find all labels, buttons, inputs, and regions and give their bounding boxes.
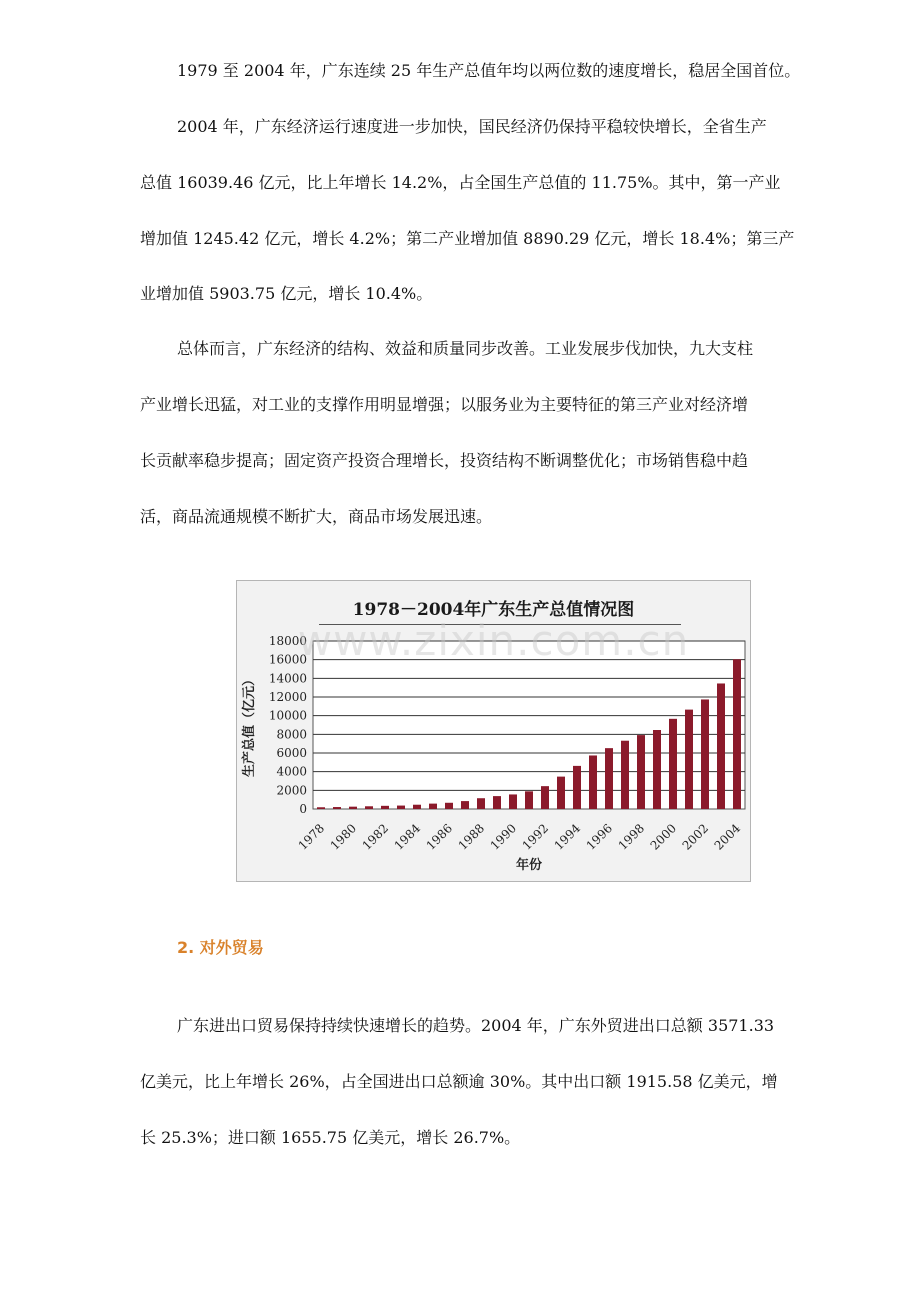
gdp-bar-chart [237, 581, 750, 881]
bar-2002 [701, 699, 709, 809]
plot-area [313, 641, 745, 809]
y-tick-label: 16000 [268, 652, 307, 667]
y-tick-label: 6000 [276, 746, 307, 760]
bar-1999 [653, 730, 661, 809]
paragraph-trade-line-2: 亿美元，比上年增长 26%，占全国进出口总额逾 30%。其中出口额 1915.58 亿美元，增 [140, 1072, 778, 1091]
bar-1997 [621, 741, 629, 809]
section-heading-foreign-trade: 2. 对外贸易 [177, 938, 264, 957]
bar-2004 [733, 659, 741, 809]
y-tick-label: 8000 [276, 727, 307, 742]
paragraph-2004-line-4: 业增加值 5903.75 亿元，增长 10.4%。 [140, 284, 433, 303]
bar-1985 [429, 804, 437, 809]
x-tick-label: 1986 [423, 821, 456, 853]
bar-1989 [493, 796, 501, 809]
x-tick-label: 1998 [615, 821, 648, 853]
y-tick-label: 14000 [268, 671, 307, 686]
x-tick-label: 1988 [455, 821, 488, 853]
bar-1993 [557, 777, 565, 809]
bar-1988 [477, 798, 485, 809]
y-tick-label: 2000 [276, 783, 307, 798]
bar-1991 [525, 791, 533, 809]
y-tick-label: 18000 [268, 634, 307, 648]
bar-1982 [381, 806, 389, 809]
x-tick-label: 1980 [327, 821, 360, 853]
paragraph-2004-line-1: 2004 年，广东经济运行速度进一步加快，国民经济仍保持平稳较快增长，全省生产 [177, 117, 767, 136]
paragraph-trade-line-3: 长 25.3%；进口额 1655.75 亿美元，增长 26.7%。 [140, 1128, 521, 1147]
x-tick-label: 2004 [711, 821, 744, 853]
paragraph-overall-line-1: 总体而言，广东经济的结构、效益和质量同步改善。工业发展步伐加快，九大支柱 [177, 339, 754, 358]
x-tick-label: 1996 [583, 821, 616, 853]
paragraph-overall-line-2: 产业增长迅猛，对工业的支撑作用明显增强；以服务业为主要特征的第三产业对经济增 [140, 395, 749, 414]
bar-1978 [317, 807, 325, 809]
x-tick-label: 2002 [679, 821, 712, 853]
y-tick-label: 10000 [268, 708, 307, 723]
bar-1984 [413, 805, 421, 809]
x-tick-label: 1994 [551, 821, 584, 853]
x-tick-label: 1982 [359, 821, 392, 853]
bar-1992 [541, 786, 549, 809]
y-axis-label: 生产总值（亿元） [242, 672, 257, 778]
y-tick-label: 12000 [268, 690, 307, 704]
paragraph-overall-line-3: 长贡献率稳步提高；固定资产投资合理增长，投资结构不断调整优化；市场销售稳中趋 [140, 451, 749, 470]
bar-1981 [365, 806, 373, 809]
bar-1995 [589, 755, 597, 809]
x-tick-label: 1990 [487, 821, 520, 853]
bar-1998 [637, 735, 645, 809]
x-tick-label: 1978 [295, 821, 328, 853]
y-tick-label: 0 [299, 802, 307, 816]
bar-1990 [509, 794, 517, 809]
x-tick-label: 1992 [519, 821, 552, 853]
paragraph-trade-line-1: 广东进出口贸易保持持续快速增长的趋势。2004 年，广东外贸进出口总额 3571.33 [177, 1016, 775, 1035]
bar-1994 [573, 766, 581, 809]
bar-1983 [397, 806, 405, 809]
paragraph-intro: 1979 至 2004 年，广东连续 25 年生产总值年均以两位数的速度增长，稳居全国首位。 [177, 61, 801, 80]
chart-title: 1978－2004年广东生产总值情况图 [352, 600, 635, 620]
bar-2003 [717, 683, 725, 809]
bar-1979 [333, 807, 341, 809]
y-tick-label: 4000 [276, 764, 307, 779]
watermark: www.zixin.com.cn [297, 616, 690, 665]
x-axis-label: 年份 [515, 858, 543, 873]
bar-2001 [685, 710, 693, 809]
bar-1987 [461, 801, 469, 809]
paragraph-2004-line-2: 总值 16039.46 亿元，比上年增长 14.2%，占全国生产总值的 11.75%。其中，第一产业 [140, 173, 781, 192]
x-tick-label: 1984 [391, 821, 424, 853]
x-tick-label: 2000 [647, 821, 680, 853]
paragraph-overall-line-4: 活，商品流通规模不断扩大，商品市场发展迅速。 [140, 507, 493, 526]
bar-2000 [669, 719, 677, 809]
bar-1980 [349, 807, 357, 809]
bar-1996 [605, 748, 613, 809]
gdp-chart-figure [236, 580, 751, 882]
bar-1986 [445, 803, 453, 809]
paragraph-2004-line-3: 增加值 1245.42 亿元，增长 4.2%；第二产业增加值 8890.29 亿元，增长 18.4%；第三产 [140, 229, 795, 248]
